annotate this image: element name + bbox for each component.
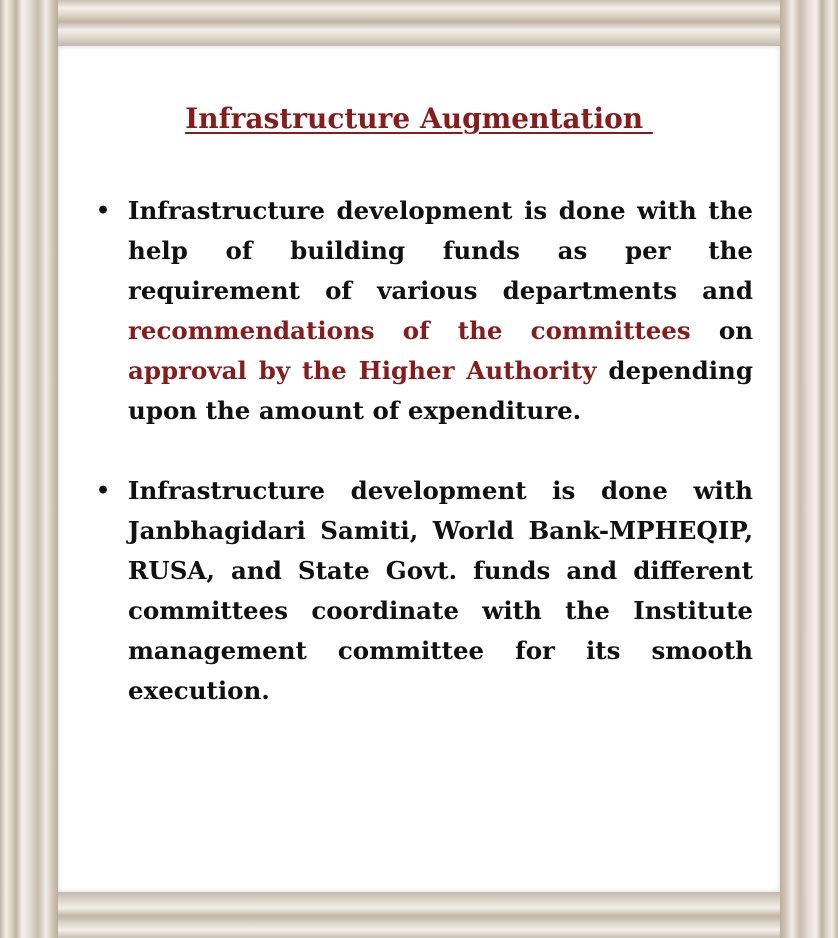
point-1-highlight-authority: approval by the Higher Authority xyxy=(128,356,597,385)
bullet-point-2 xyxy=(96,471,753,711)
content-card xyxy=(58,46,780,892)
point-1-highlight-committees: recommendations of the committees xyxy=(128,316,691,345)
point-1-text-a: Infrastructure development is done with the help of building funds as per the requirement of various departments and xyxy=(128,196,753,305)
frame-moulding-left xyxy=(0,0,58,938)
point-1-text-b: on xyxy=(690,316,754,345)
frame-moulding-right xyxy=(780,0,838,938)
slide-title: Infrastructure Augmentation xyxy=(185,102,653,135)
frame-moulding-bottom xyxy=(0,892,838,938)
bullet-list xyxy=(96,191,754,751)
frame-moulding-top xyxy=(0,0,838,46)
bullet-point-1 xyxy=(96,191,754,431)
point-2-text: Infrastructure development is done with Janbhagidari Samiti, World Bank-MPHEQIP, RUSA, and State Govt. funds and different committees coordinate with the Institute management committee for its smooth execution. xyxy=(128,476,753,705)
point-1-text-c: depending upon the amount of expenditure. xyxy=(128,356,753,425)
bullet-icon: • xyxy=(96,198,111,224)
bullet-icon: • xyxy=(96,478,111,504)
